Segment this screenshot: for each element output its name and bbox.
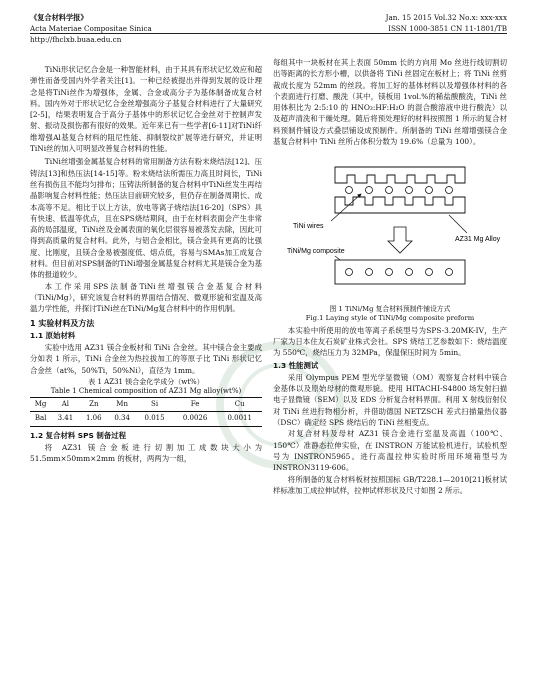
table-header-cell: Mn — [116, 400, 128, 409]
subsection-heading-1-3: 1.3 性能测试 — [273, 360, 319, 370]
subsection-heading-1-2: 1.2 复合材料 SPS 制备过程 — [30, 430, 126, 440]
issn-info: ISSN 1000-3851 CN 11-1801/TB — [388, 24, 507, 33]
preparation-paragraph: 每组其中一块板材在其上表面 50mm 长的方向用 Mo 丝进行线切割切出等距离的长方形小槽，以供备将 TiNi 丝固定在板材上；将 TiNi 丝剪裁成长度为 52mm 的丝段。将加工好的基体材料以及增强体材料的各个表面进行打磨、酸洗（其中，镁板用 1vol.%的稀盐酸酸洗，TiNi 丝用体积比为 2:5:10 的 HNO₃:HF:H₂O 的混合酸溶液中进行酸洗）以及超声清洗和干燥处理。随后将预处理好的材料按照图 1 所示的复合材料预制件铺设方式叠层铺设成预制件。所制备的 TiNi 丝增增强镁合金基复合材料中 TiNi 丝所占体积分数为 19.6%（总量为 100）。 — [273, 58, 507, 147]
table-cell: 0.015 — [144, 414, 165, 423]
sps-process-paragraph: 将 AZ31 镁合金板进行切割加工成数块大小为 51.5mm×50mm×2mm 的板材，两两为一组， — [30, 442, 262, 464]
figure-caption-cn: 图 1 TiNi/Mg 复合材料预制件铺设方式 — [329, 304, 451, 313]
table-row — [30, 412, 262, 426]
fig-label-wires: TiNi wires — [293, 223, 324, 231]
figure-caption-en: Fig.1 Laying style of TiNi/Mg composite preform — [305, 313, 475, 322]
table-cell: 1.06 — [85, 414, 102, 423]
right-column — [273, 57, 507, 496]
table-header-cell: Cu — [234, 400, 245, 409]
table-header-cell: Mg — [34, 400, 47, 409]
testing-paragraph-1: 采用 Olympus PEM 型光学显微镜（OM）观察复合材料中镁合金基体以及原始母材的微观形貌。使用 HITACHI-S4800 场发射扫描电子显微镜（SEM）以及 EDS 分析复合材料界面。利用 X 射线衍射仪对 TiNi 丝进行物相分析，并借助德国 NETZSCH 差式扫描量热仪器（DSC）确定经 SPS 烧结后的 TiNi 丝相变点。 — [273, 372, 507, 428]
subsection-heading-1-1: 1.1 原始材料 — [30, 330, 76, 340]
testing-paragraph-3: 将所制备的复合材料板材按照国标 GB/T228.1—2010[21]板材试样标准加工成拉伸试样，拉伸试样形状及尺寸如图 2 所示。 — [273, 474, 507, 495]
fig-label-composite: TiNi/Mg composite — [287, 248, 345, 256]
table-cell: 0.0026 — [182, 414, 208, 423]
table-cell: Bal — [34, 414, 47, 423]
table-caption-en: Table 1 Chemical composition of AZ31 Mg alloy(wt%) — [50, 387, 242, 396]
header-rule — [30, 33, 507, 34]
table-caption-cn: 表 1 AZ31 镁合金化学成分（wt%） — [88, 378, 204, 387]
section-heading-1: 1 实验材料及方法 — [30, 318, 95, 328]
table-header-cell: Al — [61, 400, 70, 409]
table-header-cell: Zn — [89, 400, 99, 409]
figure-1 — [273, 149, 507, 322]
intro-paragraph-3: 本工作采用SPS法制备TiNi丝增强镁合金基复合材料（TiNi/Mg），研究该复合材料的界面结合情况、微观形貌和室温及高温力学性能，并探讨TiNi丝在TiNi/Mg复合材料中的作用机制。 — [30, 281, 262, 314]
down-arrow-icon — [388, 227, 412, 253]
journal-title-en: Acta Materiae Compositae Sinica — [30, 24, 152, 33]
issue-info: Jan. 15 2015 Vol.32 No.x: xxx-xxx — [385, 13, 507, 22]
intro-paragraph-1: TiNi形状记忆合金是一种智能材料，由于其具有形状记忆效应和超弹性而备受国内外学者关注[1]。一种已经被提出并得到发展的设计理念是将TiNi丝作为增强体，金属、合金或高分子为基体制备成复合材料。国内外对于形状记忆合金丝增强高分子基复合材料进行了大量研究[2-5]，结果表明复合于高分子基体中的形状记忆合金丝对于控制声发射、振动及损伤都有很好的效果。近年来已有一些学者[6-11]对TiNi纤维增强Al基复合材料的阻尼性能、抑制裂纹扩展等进行研究，并证明TiNi丝的加入可明显改善复合材料的性能。 — [30, 65, 262, 154]
journal-url[interactable]: http://fhclxb.buaa.edu.cn — [30, 35, 122, 44]
left-column — [30, 64, 262, 465]
top-plate — [335, 167, 465, 183]
laying-style-diagram — [273, 149, 507, 301]
table-cell: 3.41 — [57, 414, 74, 423]
sps-params-paragraph: 本实验中所使用的放电等离子系统型号为SPS-3.20MK-IV，生产厂家为日本住友石炭矿业株式会社。SPS 烧结工艺参数如下：烧结温度为 550℃，烧结压力为 32MPa，保温保压时间为 5min。 — [273, 325, 507, 358]
composite-block — [335, 260, 465, 284]
intro-paragraph-2: TiNi丝增强金属基复合材料的常用制备方法有粉末烧结法[12]、压铸法[13]和热压法[14-15]等。粉末烧结法所需压力高且时间长，TiNi丝有损伤且不能均匀排布；压铸法所制备的复合材料中TiNi丝发生再结晶影响复合材料性能；热压法目前研究较多，但仍存在制备周期长、成本高等不足。相比于以上方法，放电等离子烧结法[16-20]（SPS）具有快速、低温等优点，且在SPS烧结期间，由于在材料表面会产生非常高的局部温度，TiNi丝及金属表面的氧化层很容易被蒸发去除，因此可得到高质量的复合材料。此外，与铝合金相比，镁合金具有更高的比强度、比刚度，且镁合金易被强度低、熔点低，容易与SMAs加工成复合材料。但目前对SPS制备的TiNi增强金属基复合材料尤其是镁合金为基体的报道较少。 — [30, 157, 262, 280]
table-cell: 0.0011 — [227, 414, 252, 423]
journal-title-cn: 《复合材料学报》 — [30, 13, 88, 22]
table-header-cell: Si — [151, 400, 159, 409]
tini-wire-row — [346, 187, 453, 194]
composition-table — [30, 397, 262, 427]
materials-paragraph: 实验中选用 AZ31 镁合金板材和 TiNi 合金丝。其中镁合金主要成分如表 1 所示，TiNi 合金丝为热拉拔加工的等原子比 TiNi 形状记忆合金丝（at%，50%Ti，50%Ni），直径为 1mm。 — [30, 343, 262, 375]
testing-paragraph-2: 对复合材料及母材 AZ31 镁合金进行室温及高温（100℃、150℃）准静态拉伸实验，在 INSTRON 万能试验机进行，试验机型号为 INSTRON5965。进行高温拉伸实验时所用环境箱型号为 INSTRON3119-606。 — [273, 429, 507, 473]
alloy-pointer-line — [449, 215, 467, 233]
fig-label-alloy: AZ31 Mg Alloy — [455, 236, 501, 244]
table-cell: 0.34 — [114, 414, 130, 423]
table-header-cell: Fe — [190, 400, 200, 409]
